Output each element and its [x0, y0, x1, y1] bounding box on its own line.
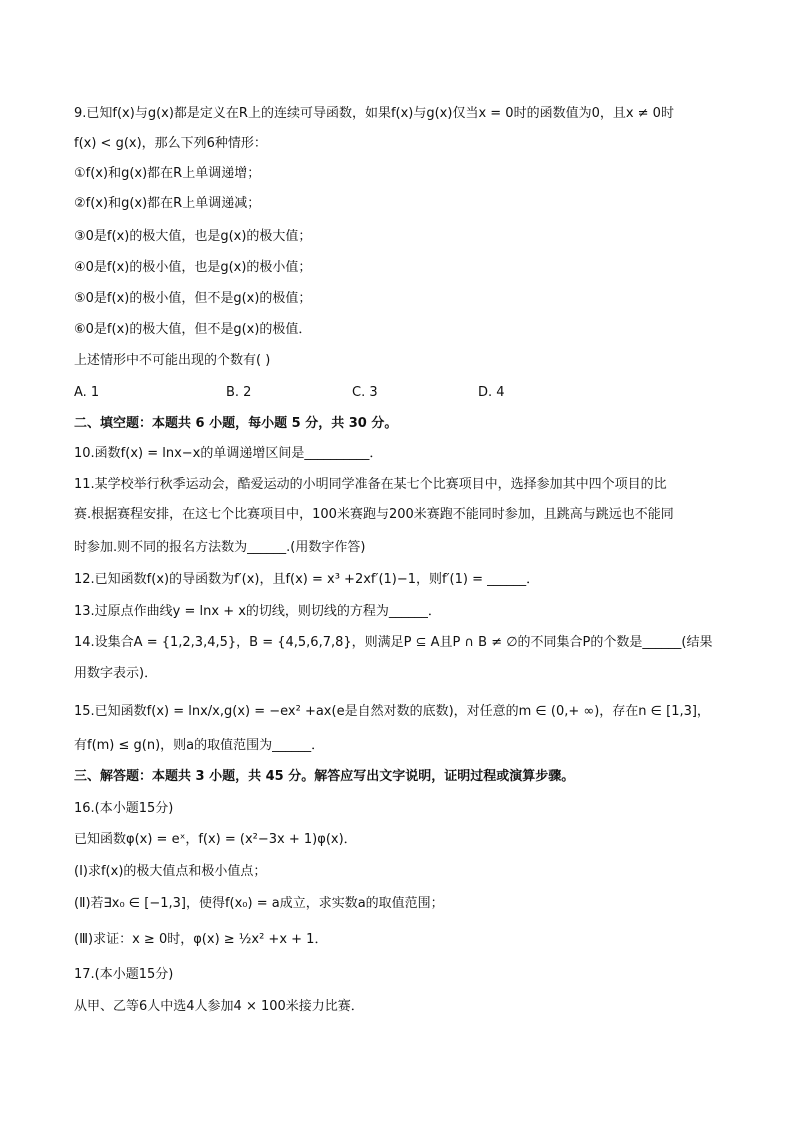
q9-item-2: ②f(x)和g(x)都在R上单调递减； [74, 196, 261, 211]
q9-item-4: ④0是f(x)的极小值，也是g(x)的极小值； [74, 260, 312, 275]
q15-line-2: 有f(m) ≤ g(n)，则a的取值范围为______． [74, 738, 325, 753]
q11-line-1: 11.某学校举行秋季运动会，酷爱运动的小明同学准备在某七个比赛项目中，选择参加其中四个项目的比 [74, 477, 667, 492]
q15-line-1: 15.已知函数f(x) = lnx/x,g(x) = −ex² +ax(e是自然对数的底数)，对任意的m ∈ (0,+ ∞)，存在n ∈ [1,3]， [74, 704, 710, 719]
q13-text: 13.过原点作曲线y = lnx + x的切线，则切线的方程为______． [74, 604, 441, 619]
q9-item-1: ①f(x)和g(x)都在R上单调递增； [74, 166, 261, 181]
q16-title: 16.(本小题15分) [74, 801, 174, 816]
q9-item-3: ③0是f(x)的极大值，也是g(x)的极大值； [74, 229, 312, 244]
q12-text: 12.已知函数f(x)的导函数为f′(x)，且f(x) = x³ +2xf′(1)−1，则f′(1) = ______． [74, 572, 540, 587]
q11-line-2: 赛.根据赛程安排，在这七个比赛项目中，100米赛跑与200米赛跑不能同时参加，且跳高与跳远也不能同 [74, 507, 674, 522]
q14-line-2: 用数字表示)． [74, 666, 158, 681]
q9-item-6: ⑥0是f(x)的极大值，但不是g(x)的极值． [74, 322, 312, 337]
q16-part-2: (Ⅱ)若∃x₀ ∈ [−1,3]，使得f(x₀) = a成立，求实数a的取值范围； [74, 896, 444, 911]
q9-question: 上述情形中不可能出现的个数有( ) [74, 353, 271, 368]
q17-title: 17.(本小题15分) [74, 967, 174, 982]
q9-stem-line-2: f(x) < g(x)，那么下列6种情形： [74, 136, 267, 151]
q9-option-d: D. 4 [478, 385, 505, 400]
q16-stem: 已知函数φ(x) = eˣ，f(x) = (x²−3x + 1)φ(x)． [74, 832, 357, 847]
q9-option-c: C. 3 [352, 385, 378, 400]
section-3-heading: 三、解答题：本题共 3 小题，共 45 分。解答应写出文字说明，证明过程或演算步骤。 [74, 769, 575, 784]
q9-stem-line-1: 9.已知f(x)与g(x)都是定义在R上的连续可导函数，如果f(x)与g(x)仅当x = 0时的函数值为0，且x ≠ 0时 [74, 106, 674, 121]
q17-stem: 从甲、乙等6人中选4人参加4 × 100米接力比赛． [74, 999, 364, 1014]
q9-option-a: A. 1 [74, 385, 100, 400]
q9-option-b: B. 2 [226, 385, 252, 400]
q16-part-3: (Ⅲ)求证：x ≥ 0时，φ(x) ≥ ½x² +x + 1． [74, 932, 328, 947]
q10-text: 10.函数f(x) = lnx−x的单调递增区间是__________． [74, 446, 383, 461]
q11-line-3: 时参加.则不同的报名方法数为______.(用数字作答) [74, 540, 366, 555]
q14-line-1: 14.设集合A = {1,2,3,4,5}，B = {4,5,6,7,8}，则满足P ⊆ A且P ∩ B ≠ ∅的不同集合P的个数是______(结果 [74, 635, 713, 650]
q9-item-5: ⑤0是f(x)的极小值，但不是g(x)的极值； [74, 291, 312, 306]
q16-part-1: (Ⅰ)求f(x)的极大值点和极小值点； [74, 864, 267, 879]
section-2-heading: 二、填空题：本题共 6 小题，每小题 5 分，共 30 分。 [74, 416, 398, 431]
